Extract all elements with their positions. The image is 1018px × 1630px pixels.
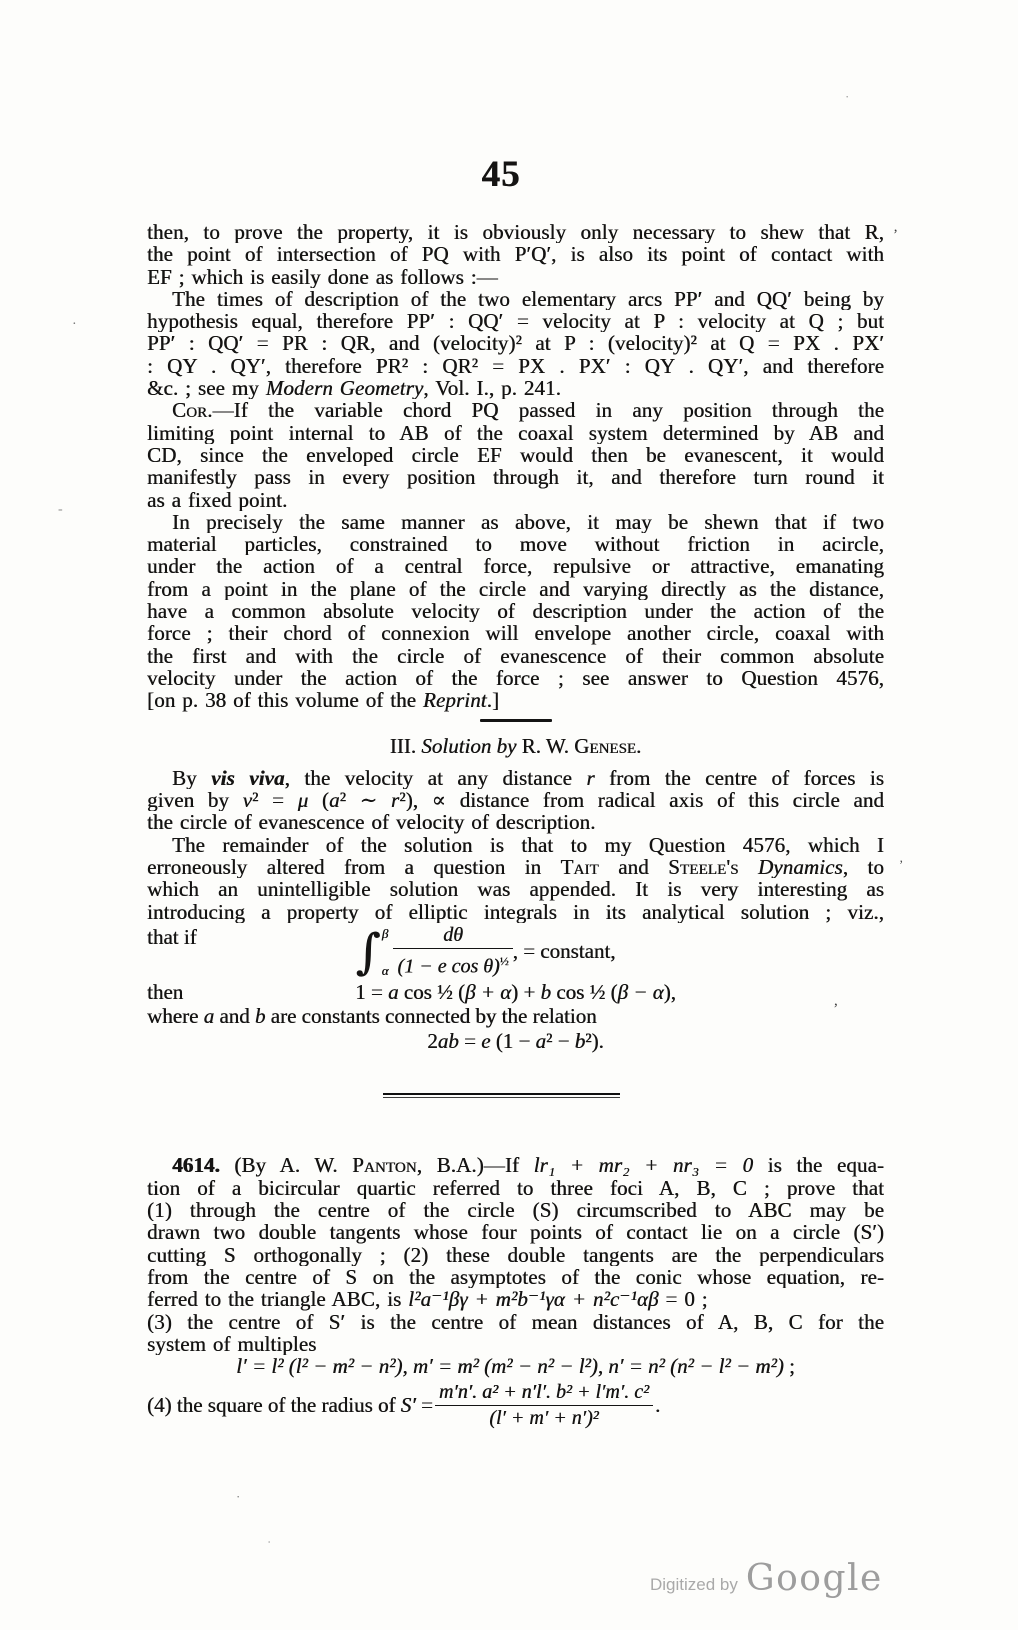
paragraph-two-particles	[147, 511, 884, 712]
integrand-fraction	[393, 924, 512, 979]
paragraph-times-of-description	[147, 288, 884, 399]
text-line: [on p. 38 of this volume of the Reprint.]	[147, 689, 500, 712]
fraction-numerator: dθ	[393, 924, 512, 949]
text-line: ferred to the triangle ABC, is l²a⁻¹βγ + m²b⁻¹γα + n²c⁻¹αβ = 0 ;	[147, 1288, 708, 1311]
integral-sign: ∫	[355, 923, 381, 980]
scan-artifact: ·	[845, 89, 850, 104]
text-line: force ; their chord of connexion will envelope another circle, coaxal with	[147, 622, 884, 645]
integral-lower-limit: α	[381, 962, 389, 978]
text-line: erroneously altered from a question in Tait and Steele's Dynamics, to	[147, 855, 884, 879]
text-line: introducing a property of elliptic integrals in its analytical solution ; viz.,	[147, 900, 884, 923]
text-line: from the centre of S on the asymptotes of the conic whose equation, re-	[147, 1265, 884, 1289]
then-equation-line	[147, 981, 884, 1003]
text-line: Cor.—If the variable chord PQ passed in any position through the	[172, 399, 884, 422]
text-line: the point of intersection of PQ with P′Q′, is also its point of contact with	[147, 243, 884, 266]
text-line: (3) the centre of S′ is the centre of mean distances of A, B, C for the	[147, 1310, 884, 1333]
paragraph-remainder	[147, 834, 884, 923]
paragraph-vis-viva	[147, 767, 884, 834]
radius-lead-text: (4) the square of the radius of S′ =	[147, 1392, 433, 1417]
integral-lead-text: that if	[147, 924, 197, 949]
text-line: CD, since the enveloped circle EF would then be evanescent, it would	[147, 443, 884, 467]
text-line: The remainder of the solution is that to my Question 4576, which I	[172, 833, 884, 856]
text-line: PP′ : QQ′ = PR : QR, and (velocity)² at P : (velocity)² at Q = PX . PX′	[147, 332, 884, 355]
text-line: : QY . QY′, therefore PR² : QR² = PX . PX′ : QY . QY′, and therefore	[147, 354, 884, 378]
text-line: The times of description of the two elementary arcs PP′ and QQ′ being by	[172, 287, 884, 311]
radius-fraction-denominator: (l′ + m′ + n′)²	[489, 1406, 599, 1429]
text-line: EF ; which is easily done as follows :—	[147, 265, 498, 288]
radius-fraction-numerator: m′n′. a² + n′l′. b² + l′m′. c²	[435, 1381, 653, 1406]
scan-artifact: ∙	[268, 1537, 271, 1547]
paragraph-prove-property	[147, 221, 884, 288]
multiples-equation: l′ = l² (l² − m² − n²), m′ = m² (m² − n² − l²), n′ = n² (n² − l² − m²) ;	[236, 1354, 795, 1379]
text-line: 4614. (By A. W. Panton, B.A.)—If lr₁ + mr₂ + nr₃ = 0 is the equa-	[172, 1154, 884, 1177]
integral-equals-constant: , = constant,	[512, 939, 616, 964]
radius-of-s-prime-line	[147, 1380, 884, 1430]
scan-artifact: ’	[893, 227, 898, 243]
text-line: material particles, constrained to move without friction in acircle,	[147, 533, 884, 556]
text-line: velocity under the action of the force ; see answer to Question 4576,	[147, 666, 884, 690]
text-line: By vis viva, the velocity at any distance r from the centre of forces is	[172, 766, 884, 790]
integral-upper-limit: β	[381, 925, 389, 941]
text-line: cutting S orthogonally ; (2) these double tangents are the perpendiculars	[147, 1243, 884, 1266]
text-line: then, to prove the property, it is obviously only necessary to shew that R,	[147, 221, 884, 244]
scan-artifact: -	[58, 502, 63, 517]
text-line: drawn two double tangents whose four points of contact lie on a circle (S′)	[147, 1221, 884, 1244]
text-line: given by v² = μ (a² ∼ r²), ∝ distance from radical axis of this circle and	[147, 789, 884, 812]
elliptic-integral-display	[147, 923, 884, 981]
page-number: 45	[481, 154, 521, 195]
relation-equation-line	[147, 1030, 884, 1052]
text-line: system of multiples	[147, 1332, 317, 1356]
integral-limits	[382, 927, 389, 977]
scan-artifact: ,	[834, 993, 838, 1009]
then-equation: 1 = a cos ½ (β + α) + b cos ½ (β − α),	[355, 979, 676, 1004]
text-line: the circle of evanescence of velocity of description.	[147, 811, 596, 834]
radius-period: .	[654, 1392, 661, 1417]
double-rule-divider	[383, 1093, 620, 1099]
then-lead-text: then	[147, 979, 184, 1004]
text-line: tion of a bicircular quartic referred to three foci A, B, C ; prove that	[147, 1176, 884, 1200]
text-line: from a point in the plane of the circle and varying directly as the distance,	[147, 577, 884, 601]
section-divider-rule	[480, 719, 552, 722]
text-line: manifestly pass in every position through it, and therefore turn round it	[147, 466, 884, 489]
scan-artifact: ’	[899, 857, 904, 872]
google-watermark	[650, 1558, 883, 1599]
google-logo: Google	[745, 1558, 883, 1599]
solution-iii-heading: III. Solution by R. W. Genese.	[389, 733, 642, 758]
scan-artifact: ·	[72, 317, 77, 332]
text-line: In precisely the same manner as above, it may be shewn that if two	[172, 510, 884, 534]
text-line: limiting point internal to AB of the coaxal system determined by AB and	[147, 421, 884, 444]
radius-fraction	[435, 1381, 653, 1430]
relation-equation: 2ab = e (1 − a² − b²).	[427, 1029, 604, 1054]
denominator-exponent: ½	[499, 954, 509, 969]
fraction-denominator: (1 − e cos θ)$^{\frac{1}{2}}$	[397, 954, 509, 979]
text-line: have a common absolute velocity of description under the action of the	[147, 600, 884, 623]
text-line: which an unintelligible solution was appended. It is very interesting as	[147, 878, 884, 901]
text-line: the first and with the circle of evanescence of their common absolute	[147, 644, 884, 667]
text-line: under the action of a central force, repulsive or attractive, emanating	[147, 555, 884, 578]
text-line: as a fixed point.	[147, 488, 288, 511]
digitized-by-text: Digitized by	[650, 1575, 738, 1594]
text-column	[147, 221, 884, 1430]
text-line: (1) through the centre of the circle (S) circumscribed to ABC may be	[147, 1199, 884, 1222]
paragraph-corollary	[147, 399, 884, 510]
multiples-equation-line	[147, 1355, 884, 1377]
question-4614-paragraph	[147, 1154, 884, 1355]
where-constants-line: where a and b are constants connected by the relation	[147, 1004, 597, 1029]
text-line: &c. ; see my Modern Geometry, Vol. I., p. 241.	[147, 377, 561, 400]
text-line: hypothesis equal, therefore PP′ : QQ′ = velocity at P : velocity at Q ; but	[147, 310, 884, 333]
scan-artifact: ·	[236, 1489, 241, 1504]
